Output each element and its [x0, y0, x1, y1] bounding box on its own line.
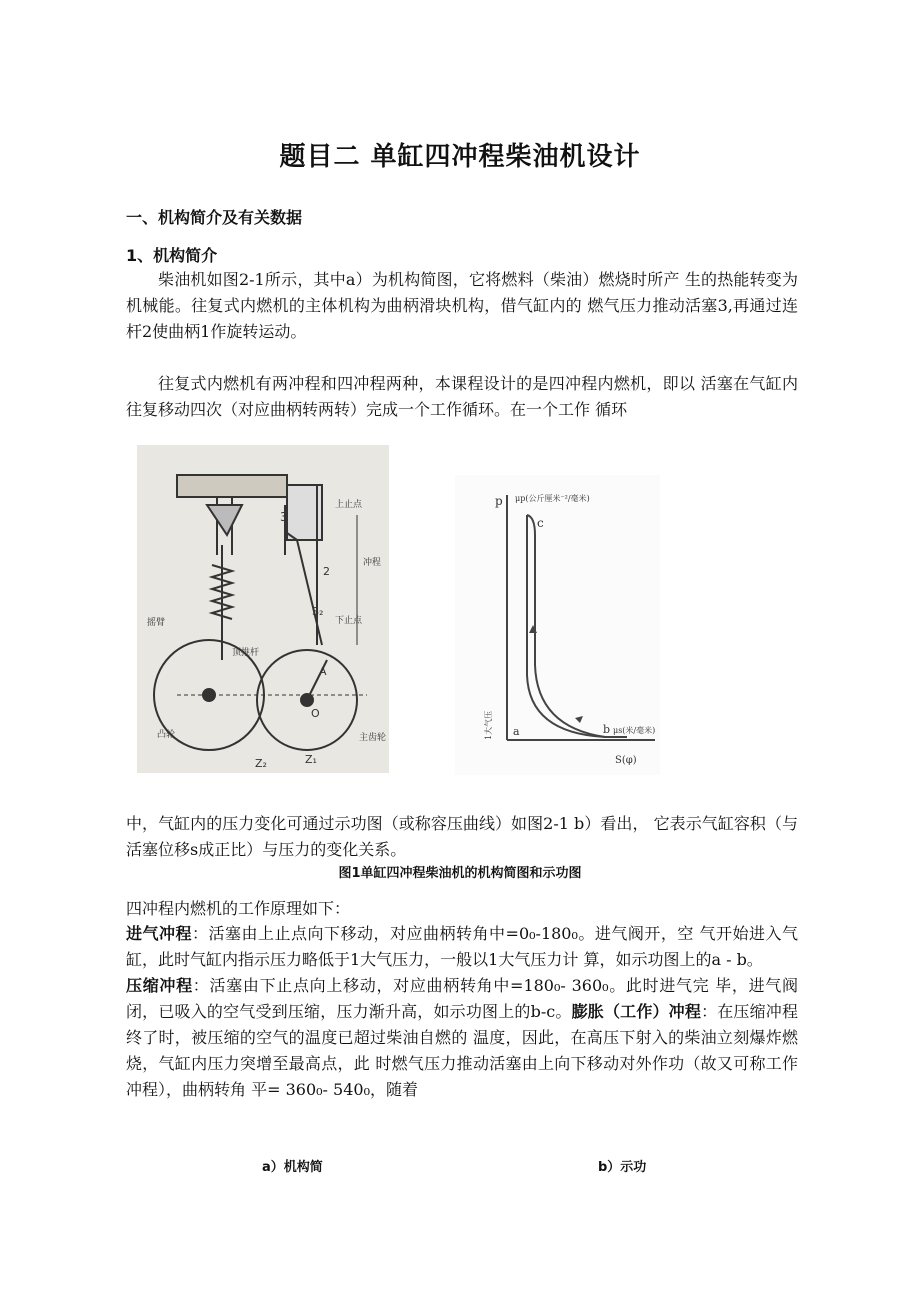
label-z2: Z₂ [255, 757, 267, 770]
label-mu-p: μp(公斤厘米⁻²/毫米) [515, 494, 590, 503]
label-rocker: 摇臂 [147, 618, 166, 628]
paragraph-intro: 柴油机如图2-1所示，其中a）为机构简图，它将燃料（柴油）燃烧时所产 生的热能转变为机械能。往复式内燃机的主体机构为曲柄滑块机构，借气缸内的 燃气压力推动活塞3,再通过连杆2使曲柄1作旋转运动。 [126, 270, 798, 341]
label-s-phi: S(φ) [615, 755, 637, 766]
label-a: a [513, 725, 520, 738]
paragraph-indicator: 中，气缸内的压力变化可通过示功图（或称容压曲线）如图2-1 b）看出， 它表示气缸容积（与活塞位移s成正比）与压力的变化关系。 [126, 814, 798, 859]
label-n2: 2 [323, 565, 330, 578]
subcaption-b: b）示功 [598, 1160, 647, 1175]
label-pushrod: 顶推杆 [232, 648, 260, 658]
figure-caption: 图1单缸四冲程柴油机的机构简图和示功图 [338, 866, 582, 881]
paragraph-strokes: 往复式内燃机有两冲程和四冲程两种，本课程设计的是四冲程内燃机，即以 活塞在气缸内往复移动四次（对应曲柄转两转）完成一个工作循环。在一个工作 循环 [126, 374, 798, 419]
section-heading: 一、机构简介及有关数据 [126, 208, 303, 227]
page-title: 题目二 单缸四冲程柴油机设计 [279, 142, 641, 172]
label-n3: 3 [280, 510, 288, 524]
label-mu-s: μs(米/毫米) [613, 726, 656, 735]
label-stroke: 冲程 [363, 558, 382, 568]
mechanism-diagram [137, 445, 389, 773]
label-cam: 凸轮 [157, 730, 176, 740]
label-a: A [319, 665, 327, 678]
label-s2: S₂ [312, 605, 324, 618]
indicator-diagram [455, 475, 660, 775]
label-p: p [495, 494, 503, 508]
paragraph-principle: 四冲程内燃机的工作原理如下： [126, 899, 351, 918]
stroke-compression-label: 压缩冲程 [126, 976, 193, 995]
stroke-power-label: 膨胀（工作）冲程 [571, 1002, 702, 1021]
stroke-intake-text: ：活塞由上止点向下移动，对应曲柄转角中=0₀-180₀。进气阀开，空 气开始进入气缸，此时气缸内指示压力略低于1大气压力，一般以1大气压力计 算，如示功图上的a - b。 [126, 924, 798, 969]
label-o: O [311, 707, 320, 720]
label-gear: 主齿轮 [359, 733, 387, 743]
label-c: c [537, 516, 544, 530]
label-b: b [603, 723, 611, 736]
stroke-compression-text: ：活塞由下止点向上移动，对应曲柄转角中=180₀- 360₀。此时进气完 毕，进气阀闭，已吸入的空气受到压缩，压力渐升高，如示功图上的b-c。 [126, 976, 798, 1021]
label-bottom-dead: 下止点 [335, 616, 363, 626]
subsection-heading: 1、机构简介 [126, 246, 218, 265]
stroke-power-text: ：在压缩冲程终了时，被压缩的空气的温度已超过柴油自燃的 温度，因此，在高压下射入的柴油立刻爆炸燃烧，气缸内压力突增至最高点，此 时燃气压力推动活塞由上向下移动对外作功（故又可称工作冲程），曲柄转角 平= 360₀- 540₀，随着 [126, 1002, 798, 1099]
label-z1: Z₁ [305, 753, 317, 766]
stroke-intake-label: 进气冲程 [126, 924, 193, 943]
label-top-dead: 上止点 [335, 500, 363, 510]
subcaption-a: a）机构简 [262, 1160, 323, 1175]
label-one-atm: 1大气压 [484, 710, 493, 740]
paragraph-stroke-details [126, 921, 798, 1103]
